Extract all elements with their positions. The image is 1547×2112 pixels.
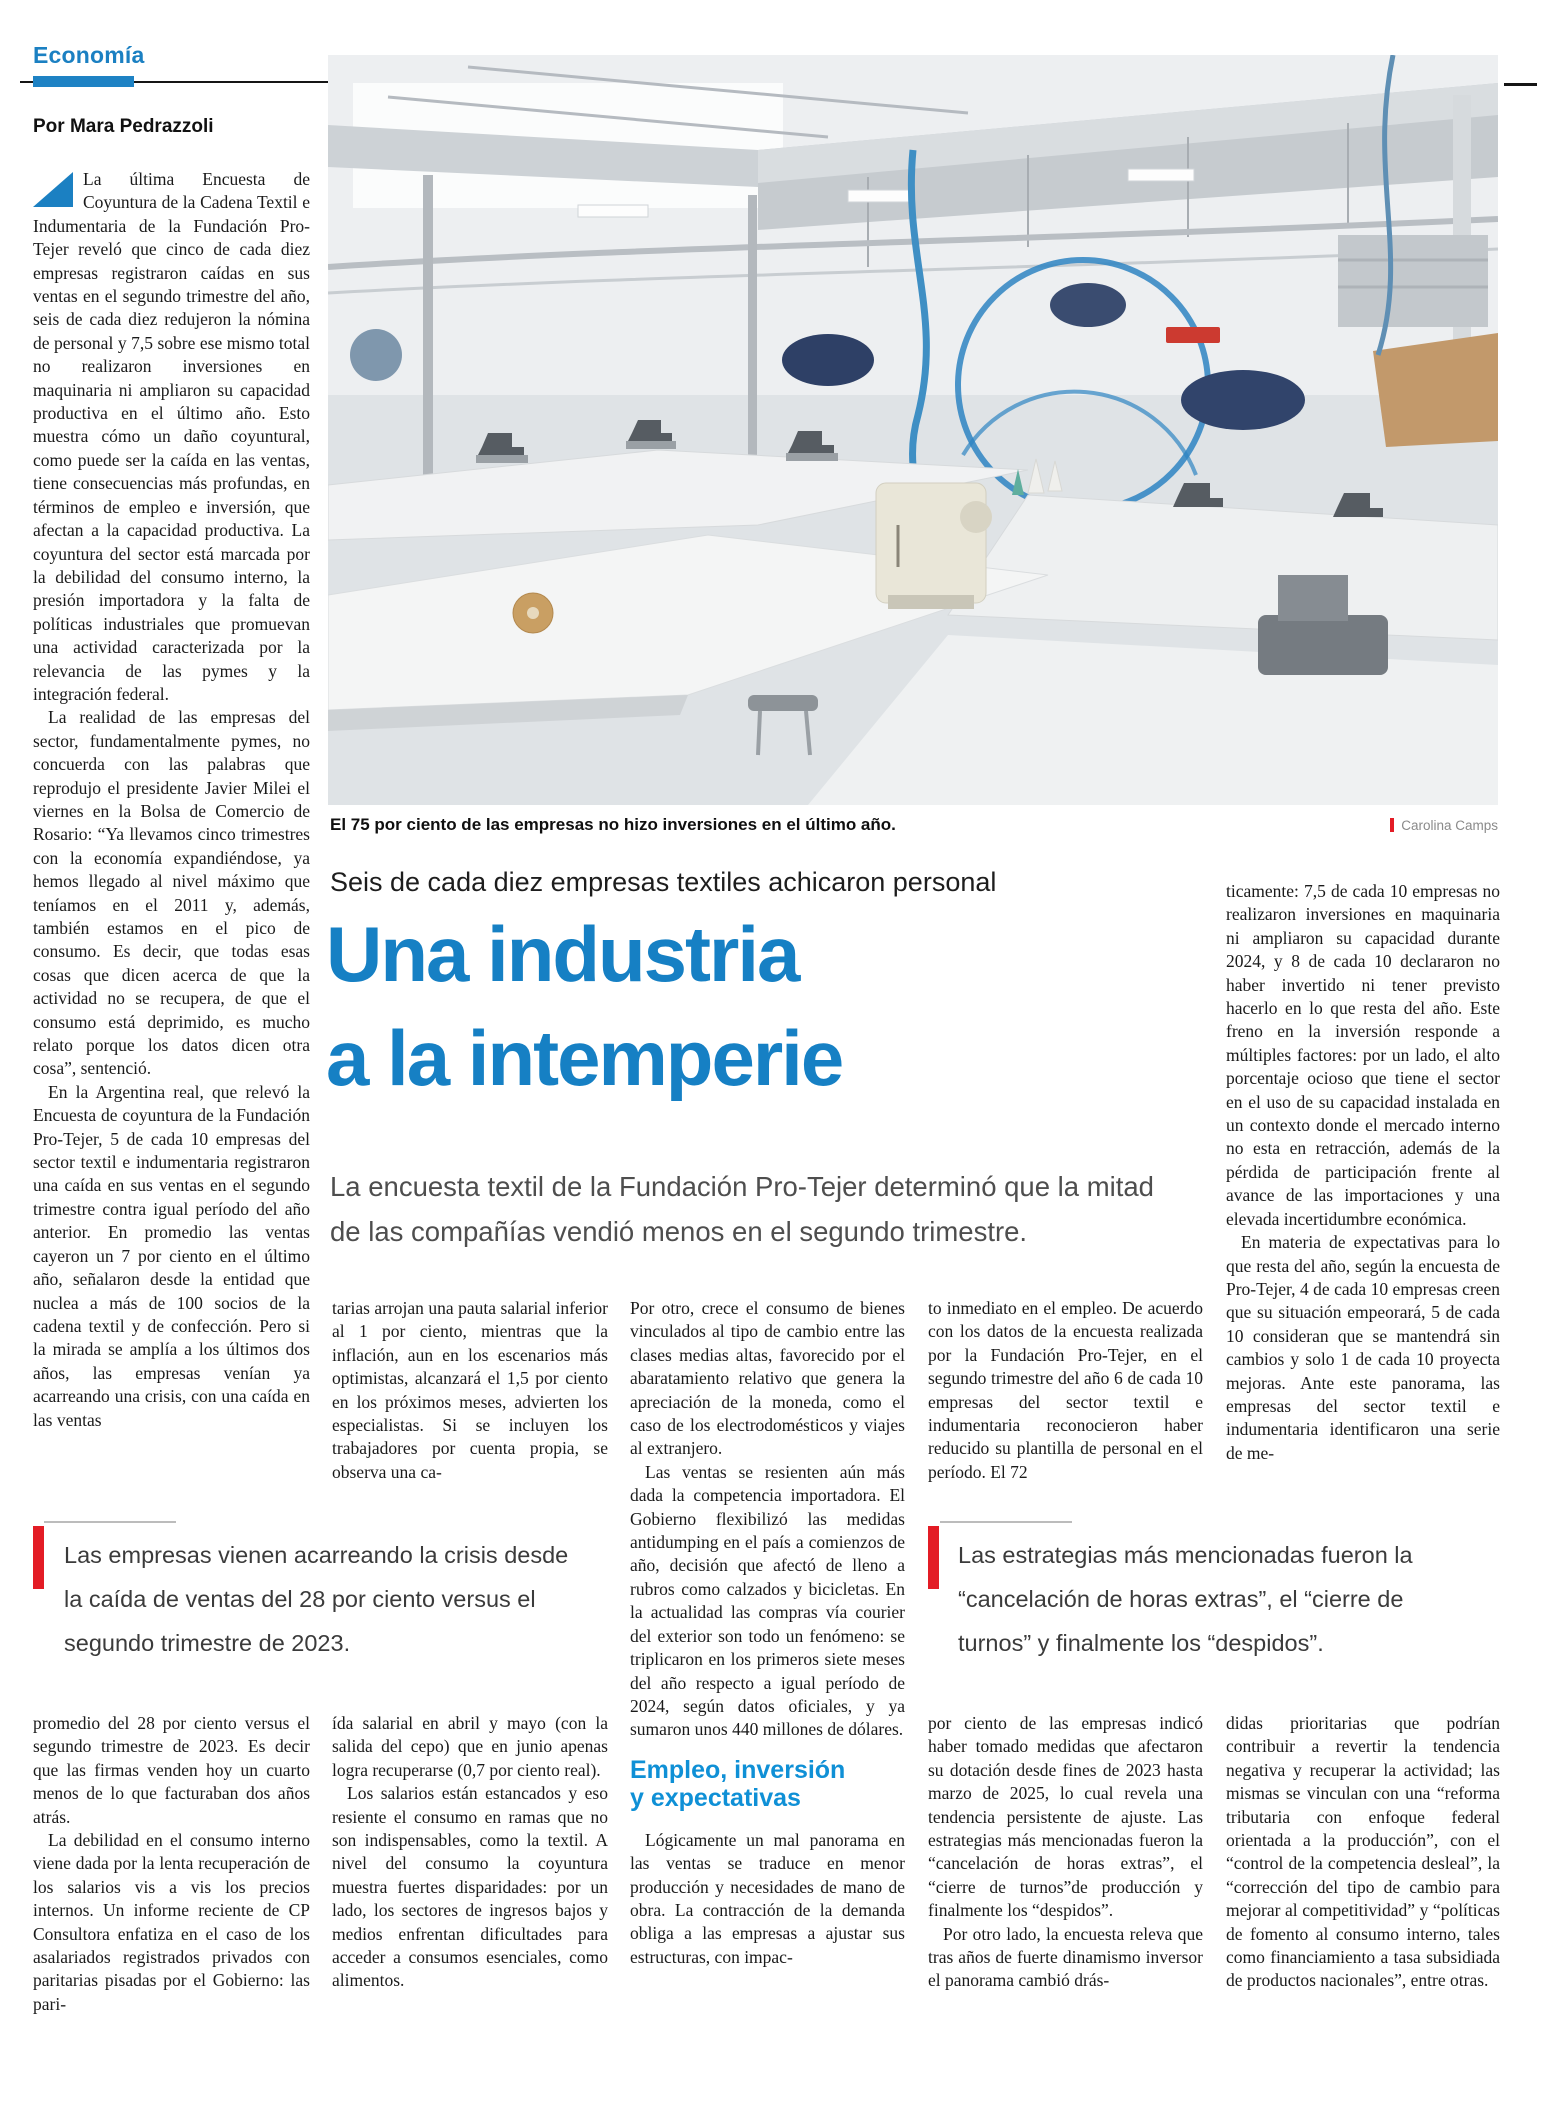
- paragraph-text: La última Encuesta de Coyuntura de la Cadena Textil e Indumentaria de la Fundación Pro-Tejer reveló que cinco de cada diez empresas registraron caídas en sus ventas en el segundo trimestre del año, seis de cada diez redujeron la nómina de personal y 7,5 sobre ese mismo total no realizaron inversiones en maquinaria ni ampliaron su capacidad productiva en el último año. Esto muestra cómo un daño coyuntural, como puede ser la caída en las ventas, tiene consecuencias más profundas, en términos de empleo e inversión, que afectan a la capacidad productiva. La coyuntura del sector está marcada por la debilidad del consumo interno, la presión importadora y la falta de políticas industriales que promuevan una actividad caracterizada por la relevancia de las pymes y la integración federal.: [33, 169, 310, 704]
- factory-photo-illustration: [328, 55, 1498, 805]
- paragraph-text: tarias arrojan una pauta salarial inferior al 1 por ciento, mientras que la inflación, aun en los escenarios más optimistas, alcanzará el 1,5 por ciento en los próximos meses, advierten los especialistas. Si se incluyen los trabajadores por cuenta propia, se observa una ca-: [332, 1298, 608, 1482]
- body-paragraph: [332, 1712, 608, 1782]
- deck: La encuesta textil de la Fundación Pro-Tejer determinó que la mitad de las compañías vendió menos en el segundo trimestre.: [330, 1171, 1154, 1247]
- body-paragraph: [630, 1297, 905, 1461]
- paragraph-text: promedio del 28 por ciento versus el segundo trimestre de 2023. Es decir que las firmas venden hoy un cuarto menos de lo que facturaban dos años atrás.: [33, 1713, 310, 1827]
- body-paragraph: [33, 1829, 310, 2016]
- body-column-1-bottom: [33, 1712, 310, 2102]
- body-paragraph: [33, 706, 310, 1081]
- subhead-line-1: Empleo, inversión: [630, 1755, 846, 1784]
- byline: Por Mara Pedrazzoli: [33, 116, 214, 137]
- paragraph-text: Por otro lado, la encuesta releva que tras años de fuerte dinamismo inversor el panorama cambió drás-: [928, 1923, 1203, 1991]
- pull-quote-red-bar: [928, 1526, 939, 1589]
- paragraph-text: por ciento de las empresas indicó haber tomado medidas que afectaron su dotación desde fines de 2023 hasta marzo de 2025, lo cual revela una tendencia persistente de ajuste. Las estrategias más mencionadas fueron la “cancelación de horas extras”, el “cierre de turnos”de producción y finalmente los “despidos”.: [928, 1713, 1203, 1921]
- paragraph-text: En materia de expectativas para lo que resta del año, según la encuesta de Pro-Tejer, 4 de cada 10 empresas creen que su situación empeorará, 5 de cada 10 consideran que se mantendrá sin cambios y solo 1 de cada 10 proyecta mejoras. Ante este panorama, las empresas del sector textil e indumentaria identificaron una serie de me-: [1226, 1232, 1500, 1463]
- body-column-2: [332, 1297, 608, 1489]
- page-corner-dash: [1504, 83, 1537, 86]
- body-column-3: [630, 1297, 905, 2059]
- body-paragraph: [33, 1712, 310, 1829]
- body-paragraph: [1226, 1231, 1500, 1465]
- pull-quote-topline: [940, 1521, 1072, 1523]
- body-paragraph: [630, 1829, 905, 1969]
- paragraph-text: to inmediato en el empleo. De acuerdo con los datos de la encuesta realizada por la Fundación Pro-Tejer, en el segundo trimestre del año 6 de cada 10 empresas del sector textil e indumentaria reconocieron haber reducido su plantilla de personal en el período. El 72: [928, 1298, 1203, 1482]
- kicker: Seis de cada diez empresas textiles achicaron personal: [330, 867, 997, 897]
- headline: [326, 902, 842, 1110]
- body-paragraph: [1226, 880, 1500, 1231]
- paragraph-text: Lógicamente un mal panorama en las ventas se traduce en menor producción y necesidades de mano de obra. La contracción de la demanda obliga a las empresas a ajustar sus estructuras, con impac-: [630, 1829, 905, 1967]
- paragraph-text: ticamente: 7,5 de cada 10 empresas no realizaron inversiones en maquinaria ni ampliaron su capacidad durante 2024, y 8 de cada 10 declararon no haber invertido ni tener previsto hacerlo en lo que resta del año. Este freno en la inversión responde a múltiples factores: por un lado, el alto porcentaje ocioso que tiene el sector en el uso de su capacidad instalada en un contexto donde el mercado interno no esta en retracción, además de la pérdida de participación frente al avance de las importaciones y una elevada incertidumbre económica.: [1226, 881, 1500, 1229]
- section-accent-bar: [33, 76, 134, 87]
- body-paragraph: [928, 1923, 1203, 1993]
- paragraph-text: Los salarios están estancados y eso resiente el consumo en ramas que no son indispensables, como la textil. A nivel del consumo la coyuntura muestra fuertes disparidades: por un lado, los sectores de ingresos bajos y medios enfrentan dificultades para acceder a consumos esenciales, como alimentos.: [332, 1783, 608, 1991]
- subhead: [630, 1756, 905, 1812]
- section-label: Economía: [33, 42, 145, 68]
- body-column-1: [33, 168, 310, 1492]
- credit-red-bar-icon: [1390, 818, 1394, 832]
- paragraph-text: didas prioritarias que podrían contribuir a revertir la tendencia negativa y recuperar la actividad; las mismas se vinculan con una “reforma tributaria con enfoque federal orientada a la producción”, con el “control de la competencia desleal”, la “corrección del tipo de cambio para mejorar al competitividad” y “políticas de fomento al consumo interno, tales como financiamiento a tasa subsidiada de productos nacionales”, entre otras.: [1226, 1713, 1500, 1991]
- drop-cap-triangle-icon: [33, 172, 73, 207]
- headline-line-1: Una industria: [326, 910, 799, 998]
- body-paragraph: [33, 168, 310, 706]
- headline-line-2: a la intemperie: [326, 1014, 843, 1102]
- paragraph-text: La debilidad en el consumo interno viene dada por la lenta recuperación de los salarios vis a vis los precios internos. Un informe reciente de CP Consultora enfatiza en el caso de los asalariados registrados privados con paritarias pisadas por el Gobierno: las pari-: [33, 1830, 310, 2014]
- pull-quote-red-bar: [33, 1526, 44, 1589]
- pull-quote-1: Las empresas vienen acarreando la crisis desde la caída de ventas del 28 por ciento versus el segundo trimestre de 2023.: [64, 1542, 569, 1656]
- body-column-4: [928, 1297, 1203, 1509]
- photo-caption: El 75 por ciento de las empresas no hizo inversiones en el último año.: [330, 815, 896, 834]
- subhead-line-2: y expectativas: [630, 1783, 801, 1812]
- pull-quote-2: Las estrategias más mencionadas fueron la “cancelación de horas extras”, el “cierre de turnos” y finalmente los “despidos”.: [958, 1542, 1413, 1656]
- paragraph-text: La realidad de las empresas del sector, fundamentalmente pymes, no concuerda con las palabras que reprodujo el presidente Javier Milei el viernes en la Bolsa de Comercio de Rosario: “Ya llevamos cinco trimestres con la economía expandiéndose, ya hemos llegado al nivel máximo que teníamos en el 2011 y, además, también estamos en el pico de consumo. Es decir, que todas esas cosas que dicen acerca de que la actividad no se recupera, de que el consumo está deprimido, es mucho relato porque los datos dicen otra cosa”, sentenció.: [33, 707, 310, 1079]
- body-paragraph: [630, 1461, 905, 1742]
- hero-photo: [328, 55, 1498, 805]
- body-paragraph: [928, 1712, 1203, 1923]
- body-column-2-bottom: [332, 1712, 608, 2102]
- photo-credit: [1240, 818, 1498, 834]
- body-column-5: [1226, 880, 1500, 1498]
- body-paragraph: [928, 1297, 1203, 1484]
- body-paragraph: [332, 1297, 608, 1484]
- pull-quote-topline: [44, 1521, 176, 1523]
- credit-text: Carolina Camps: [1401, 818, 1498, 833]
- body-paragraph: [332, 1782, 608, 1993]
- body-paragraph: [1226, 1712, 1500, 1993]
- body-paragraph: [33, 1081, 310, 1432]
- body-column-4-bottom: [928, 1712, 1203, 2102]
- paragraph-text: ída salarial en abril y mayo (con la salida del cepo) que en junio apenas logra recuperarse (0,7 por ciento real).: [332, 1713, 608, 1780]
- paragraph-text: Por otro, crece el consumo de bienes vinculados al tipo de cambio entre las clases medias altas, favorecido por el abaratamiento relativo que genera la apreciación de la moneda, como el caso de los electrodomésticos y viajes al extranjero.: [630, 1298, 905, 1459]
- body-column-5-bottom: [1226, 1712, 1500, 2102]
- paragraph-text: En la Argentina real, que relevó la Encuesta de coyuntura de la Fundación Pro-Tejer, 5 de cada 10 empresas del sector textil e indumentaria registraron una caída en sus ventas en el segundo trimestre contra igual período del año anterior. En promedio las ventas cayeron un 7 por ciento en el último año, señalaron desde la entidad que nuclea a más de 100 socios de la cadena textil y de confección. Pero si la mirada se amplía a los últimos dos años, las empresas venían ya acarreando una crisis, con una caída en las ventas: [33, 1081, 310, 1430]
- paragraph-text: Las ventas se resienten aún más dada la competencia importadora. El Gobierno flexibilizó las medidas antidumping en el país a comienzos de año, decisión que afectó de lleno a rubros como calzados y bicicletas. En la actualidad las compras vía courier del exterior son todo un fenómeno: se triplicaron en los primeros siete meses del año respecto a igual período de 2024, según datos oficiales, y ya sumaron unos 440 millones de dólares.: [630, 1461, 905, 1740]
